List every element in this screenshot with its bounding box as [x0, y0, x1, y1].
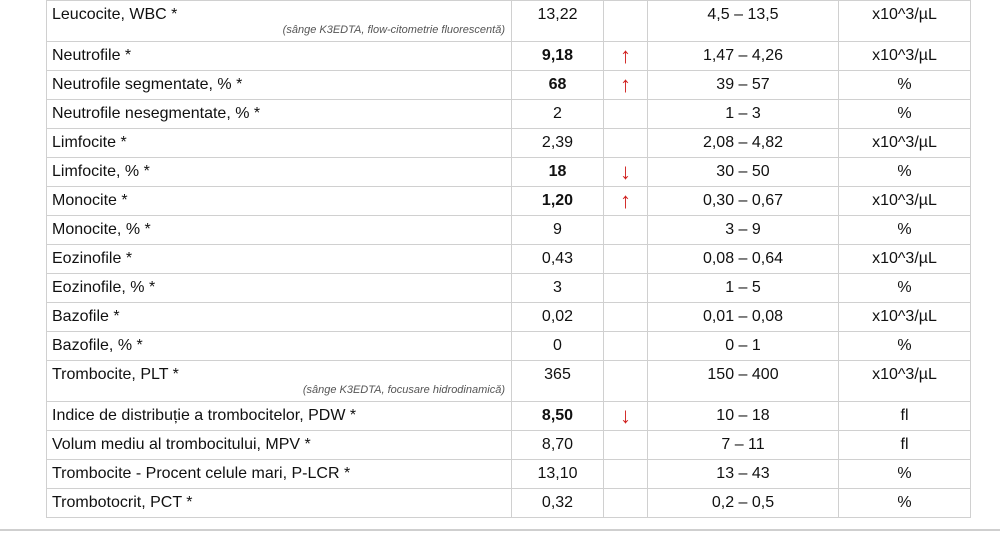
arrow-up-icon: ↑: [620, 188, 631, 213]
reference-range-cell: [648, 489, 839, 518]
result-value: 3: [553, 279, 562, 296]
abnormal-flag-cell: [604, 361, 648, 402]
result-row: [47, 303, 971, 332]
test-name: Trombotocrit, PCT *: [52, 494, 193, 511]
reference-range: 0,2 – 0,5: [711, 494, 775, 511]
test-name-cell: [47, 71, 512, 100]
reference-range: 1 – 3: [725, 105, 761, 122]
result-value-cell: [512, 303, 604, 332]
test-name: Eozinofile, % *: [52, 279, 156, 296]
result-value-cell: [512, 71, 604, 100]
test-name: Bazofile *: [52, 308, 120, 325]
result-row: [47, 216, 971, 245]
reference-range-cell: [648, 431, 839, 460]
reference-range-cell: [648, 274, 839, 303]
unit: x10^3/µL: [872, 366, 937, 383]
test-name: Leucocite, WBC *: [52, 6, 178, 23]
result-value: 0,43: [541, 250, 574, 267]
test-name: Monocite *: [52, 192, 128, 209]
test-name-cell: [47, 245, 512, 274]
unit-cell: [839, 1, 971, 42]
test-name-cell: [47, 100, 512, 129]
result-row: [47, 187, 971, 216]
test-name-cell: [47, 187, 512, 216]
reference-range-cell: [648, 361, 839, 402]
test-name: Neutrofile segmentate, % *: [52, 76, 243, 93]
result-row: [47, 42, 971, 71]
unit: %: [897, 337, 912, 354]
reference-range: 13 – 43: [716, 465, 770, 482]
results-body: [47, 1, 971, 518]
reference-range-cell: [648, 71, 839, 100]
test-name-cell: [47, 489, 512, 518]
test-name-cell: [47, 460, 512, 489]
result-row: [47, 460, 971, 489]
result-value-cell: [512, 489, 604, 518]
reference-range-cell: [648, 245, 839, 274]
abnormal-flag-cell: [604, 274, 648, 303]
abnormal-flag-cell: [604, 431, 648, 460]
abnormal-flag-cell: [604, 42, 648, 71]
abnormal-flag-cell: [604, 402, 648, 431]
result-row: [47, 100, 971, 129]
unit-cell: [839, 431, 971, 460]
arrow-up-icon: ↑: [620, 72, 631, 97]
result-value: 9,18: [541, 47, 574, 64]
test-name-cell: [47, 42, 512, 71]
page-bottom-divider: [0, 529, 1000, 531]
result-value: 68: [548, 76, 567, 93]
result-value-cell: [512, 42, 604, 71]
abnormal-flag-cell: [604, 158, 648, 187]
result-row: [47, 402, 971, 431]
test-name-cell: [47, 1, 512, 42]
reference-range-cell: [648, 187, 839, 216]
arrow-up-icon: ↑: [620, 43, 631, 68]
result-value: 0,02: [541, 308, 574, 325]
result-value: 13,10: [537, 465, 578, 482]
test-name-cell: [47, 402, 512, 431]
reference-range-cell: [648, 100, 839, 129]
test-name: Bazofile, % *: [52, 337, 143, 354]
result-row: [47, 1, 971, 42]
abnormal-flag-cell: [604, 303, 648, 332]
unit: x10^3/µL: [872, 250, 937, 267]
unit: x10^3/µL: [872, 6, 937, 23]
unit-cell: [839, 274, 971, 303]
result-value: 13,22: [537, 6, 578, 23]
reference-range: 0,30 – 0,67: [702, 192, 784, 209]
result-value: 0: [553, 337, 562, 354]
test-name-cell: [47, 303, 512, 332]
result-value: 1,20: [541, 192, 574, 209]
result-value-cell: [512, 431, 604, 460]
abnormal-flag-cell: [604, 489, 648, 518]
unit-cell: [839, 100, 971, 129]
unit-cell: [839, 402, 971, 431]
unit-cell: [839, 489, 971, 518]
result-value: 2: [553, 105, 562, 122]
test-name: Eozinofile *: [52, 250, 133, 267]
result-value: 8,70: [541, 436, 574, 453]
result-row: [47, 245, 971, 274]
reference-range-cell: [648, 460, 839, 489]
unit-cell: [839, 332, 971, 361]
unit-cell: [839, 460, 971, 489]
reference-range: 7 – 11: [721, 436, 765, 453]
unit-cell: [839, 129, 971, 158]
result-value-cell: [512, 274, 604, 303]
reference-range: 0,08 – 0,64: [702, 250, 784, 267]
result-row: [47, 274, 971, 303]
unit: fl: [900, 436, 909, 453]
unit: x10^3/µL: [872, 308, 937, 325]
abnormal-flag-cell: [604, 129, 648, 158]
test-name: Monocite, % *: [52, 221, 151, 238]
result-row: [47, 431, 971, 460]
reference-range-cell: [648, 402, 839, 431]
unit: %: [897, 494, 912, 511]
unit: %: [897, 105, 912, 122]
unit: fl: [900, 407, 909, 424]
test-name-cell: [47, 158, 512, 187]
abnormal-flag-cell: [604, 332, 648, 361]
result-value: 2,39: [541, 134, 574, 151]
reference-range-cell: [648, 216, 839, 245]
result-value: 9: [553, 221, 562, 238]
test-method-note: (sânge K3EDTA, focusare hidrodinamică): [302, 384, 505, 396]
abnormal-flag-cell: [604, 216, 648, 245]
reference-range: 30 – 50: [716, 163, 770, 180]
test-name: Indice de distribuție a trombocitelor, PDW *: [52, 407, 357, 424]
test-name: Limfocite *: [52, 134, 127, 151]
abnormal-flag-cell: [604, 187, 648, 216]
test-name-cell: [47, 332, 512, 361]
test-name-cell: [47, 216, 512, 245]
unit: %: [897, 465, 912, 482]
unit-cell: [839, 361, 971, 402]
result-value-cell: [512, 245, 604, 274]
result-value-cell: [512, 332, 604, 361]
test-name-cell: [47, 274, 512, 303]
reference-range: 150 – 400: [707, 366, 779, 383]
abnormal-flag-cell: [604, 460, 648, 489]
reference-range: 2,08 – 4,82: [702, 134, 784, 151]
result-value-cell: [512, 158, 604, 187]
unit-cell: [839, 245, 971, 274]
unit: %: [897, 163, 912, 180]
result-value-cell: [512, 460, 604, 489]
reference-range-cell: [648, 332, 839, 361]
abnormal-flag-cell: [604, 245, 648, 274]
result-value: 8,50: [541, 407, 574, 424]
test-name-cell: [47, 431, 512, 460]
test-name: Neutrofile *: [52, 47, 132, 64]
unit: %: [897, 221, 912, 238]
test-method-note: (sânge K3EDTA, flow-citometrie fluorescentă): [282, 24, 505, 36]
lab-results-table: [46, 0, 971, 518]
result-value: 365: [544, 366, 571, 383]
reference-range-cell: [648, 1, 839, 42]
result-row: [47, 332, 971, 361]
test-name-cell: [47, 361, 512, 402]
unit: %: [897, 279, 912, 296]
test-name: Trombocite, PLT *: [52, 366, 179, 383]
arrow-down-icon: ↓: [620, 403, 631, 428]
arrow-down-icon: ↓: [620, 159, 631, 184]
result-row: [47, 71, 971, 100]
reference-range: 4,5 – 13,5: [707, 6, 779, 23]
result-value-cell: [512, 187, 604, 216]
result-row: [47, 361, 971, 402]
reference-range-cell: [648, 158, 839, 187]
result-row: [47, 129, 971, 158]
reference-range: 0 – 1: [725, 337, 761, 354]
result-value-cell: [512, 216, 604, 245]
test-name: Limfocite, % *: [52, 163, 150, 180]
result-value-cell: [512, 1, 604, 42]
reference-range: 1 – 5: [725, 279, 761, 296]
reference-range-cell: [648, 42, 839, 71]
result-row: [47, 158, 971, 187]
reference-range: 3 – 9: [725, 221, 761, 238]
unit-cell: [839, 216, 971, 245]
result-value-cell: [512, 361, 604, 402]
result-value-cell: [512, 129, 604, 158]
unit: x10^3/µL: [872, 192, 937, 209]
unit: x10^3/µL: [872, 134, 937, 151]
unit: %: [897, 76, 912, 93]
result-row: [47, 489, 971, 518]
abnormal-flag-cell: [604, 71, 648, 100]
test-name: Trombocite - Procent celule mari, P-LCR *: [52, 465, 351, 482]
result-value-cell: [512, 100, 604, 129]
test-name-cell: [47, 129, 512, 158]
reference-range: 1,47 – 4,26: [702, 47, 784, 64]
unit-cell: [839, 158, 971, 187]
reference-range-cell: [648, 303, 839, 332]
reference-range: 39 – 57: [716, 76, 770, 93]
reference-range: 10 – 18: [716, 407, 770, 424]
reference-range: 0,01 – 0,08: [702, 308, 784, 325]
abnormal-flag-cell: [604, 100, 648, 129]
test-name: Neutrofile nesegmentate, % *: [52, 105, 261, 122]
unit-cell: [839, 71, 971, 100]
result-value: 18: [548, 163, 567, 180]
unit-cell: [839, 303, 971, 332]
unit-cell: [839, 42, 971, 71]
test-name: Volum mediu al trombocitului, MPV *: [52, 436, 311, 453]
unit: x10^3/µL: [872, 47, 937, 64]
reference-range-cell: [648, 129, 839, 158]
abnormal-flag-cell: [604, 1, 648, 42]
result-value-cell: [512, 402, 604, 431]
result-value: 0,32: [541, 494, 574, 511]
unit-cell: [839, 187, 971, 216]
